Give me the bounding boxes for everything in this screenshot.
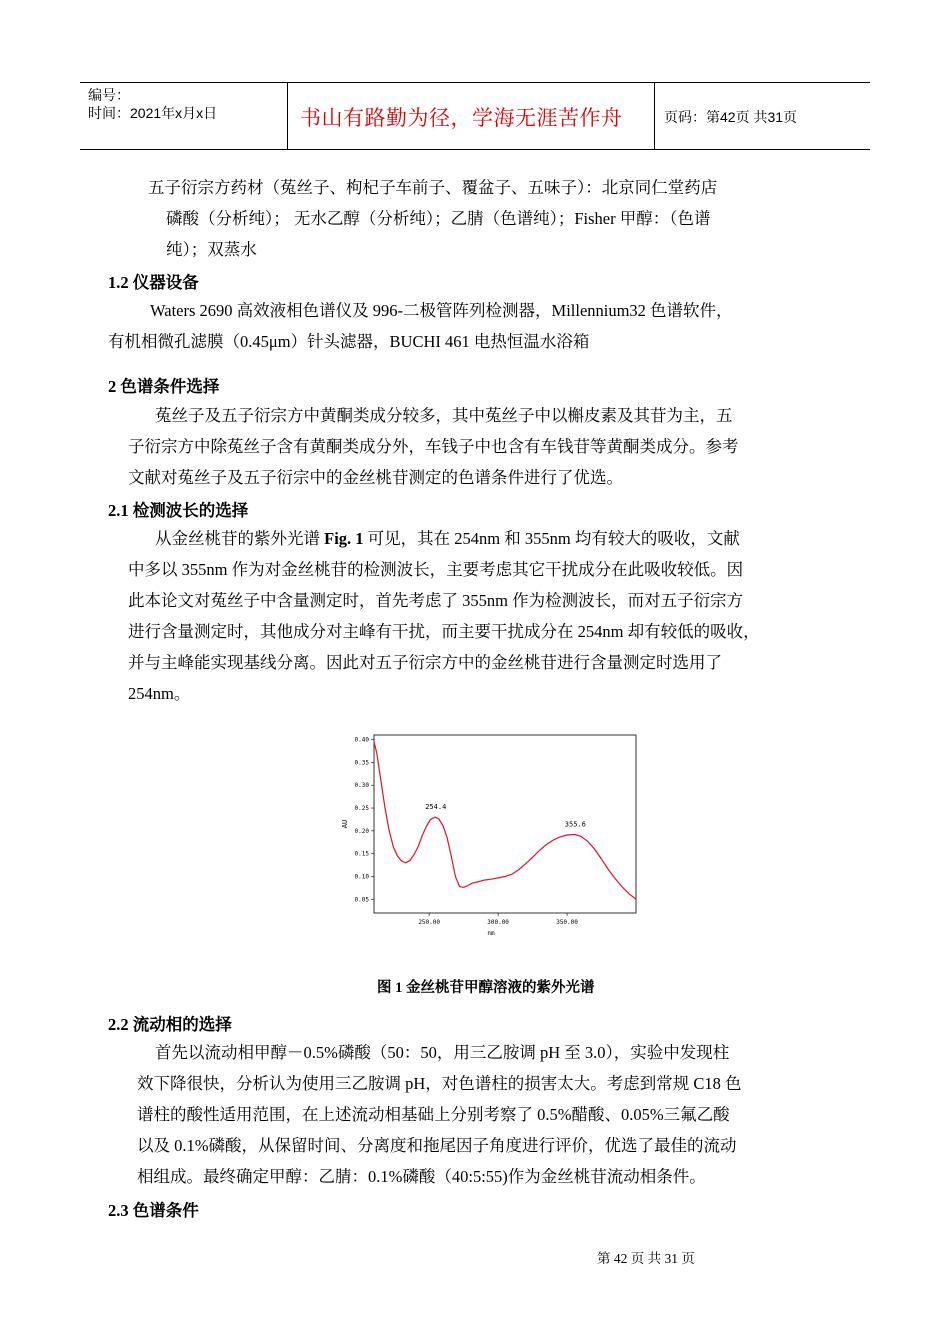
y-tick-label: 0.25	[354, 805, 369, 813]
plot-frame	[374, 735, 636, 913]
x-axis-label: nm	[487, 930, 495, 937]
y-tick-label: 0.35	[354, 759, 369, 767]
heading-2-3: 2.3 色谱条件	[108, 1201, 199, 1220]
x-tick-label: 300.00	[487, 919, 509, 926]
page-footer: 第 42 页 共 31 页	[597, 1251, 695, 1266]
section-2-line-1: 菟丝子及五子衍宗方中黄酮类成分较多，其中菟丝子中以槲皮素及其苷为主，五	[155, 406, 733, 425]
section-2-1-line-1: 从金丝桃苷的紫外光谱 Fig. 1 可见，其在 254nm 和 355nm 均有较大的吸收，文献	[155, 529, 740, 548]
x-tick-label: 250.00	[418, 919, 441, 926]
y-tick-label: 0.30	[354, 782, 369, 790]
section-2-line-3: 文献对菟丝子及五子衍宗中的金丝桃苷测定的色谱条件进行了优选。	[128, 468, 623, 487]
section-2-1-line-2: 中多以 355nm 作为对金丝桃苷的检测波长，主要考虑其它干扰成分在此吸收较低。因	[128, 560, 744, 579]
section-2-1-line-4: 进行含量测定时，其他成分对主峰有干扰，而主要干扰成分在 254nm 却有较低的吸收，	[128, 622, 760, 641]
materials-line-3: 纯）；双蒸水	[166, 240, 257, 259]
section-2-2-line-1: 首先以流动相甲醇－0.5%磷酸（50：50，用三乙胺调 pH 至 3.0），实验中发现柱	[155, 1043, 730, 1062]
y-tick-label: 0.15	[354, 850, 369, 858]
materials-line-1: 五子衍宗方药材（菟丝子、枸杞子车前子、覆盆子、五味子）：北京同仁堂药店	[148, 178, 718, 197]
equipment-line-1: Waters 2690 高效液相色谱仪及 996-二极管阵列检测器，Millennium32 色谱软件，	[150, 301, 733, 320]
peak-label: 254.4	[425, 803, 447, 812]
x-tick-label: 350.00	[556, 919, 578, 926]
heading-2-2: 2.2 流动相的选择	[108, 1015, 232, 1034]
page-info: 页码：第42页 共31页	[664, 109, 798, 125]
peak-label: 355.6	[564, 820, 586, 829]
figure-caption: 图 1 金丝桃苷甲醇溶液的紫外光谱	[377, 980, 595, 996]
heading-1-2: 1.2 仪器设备	[108, 273, 199, 292]
header-top-border	[80, 82, 870, 83]
section-2-2-line-4: 以及 0.1%磷酸，从保留时间、分离度和拖尾因子角度进行评价，优选了最佳的流动	[137, 1136, 737, 1155]
serial-label: 编号：	[88, 87, 130, 103]
y-tick-label: 0.10	[354, 873, 369, 881]
y-axis-label: AU	[341, 819, 349, 829]
section-2-2-line-3: 谱柱的酸性适用范围，在上述流动相基础上分别考察了 0.5%醋酸、0.05%三氟乙酸	[137, 1105, 730, 1124]
section-2-1-line-3: 此本论文对菟丝子中含量测定时，首先考虑了 355nm 作为检测波长，而对五子衍宗方	[128, 591, 744, 610]
section-2-2-line-5: 相组成。最终确定甲醇：乙腈：0.1%磷酸（40:5:55)作为金丝桃苷流动相条件。	[137, 1167, 706, 1186]
uv-spectrum-chart	[330, 725, 650, 945]
section-2-1-line-6: 254nm。	[128, 684, 191, 703]
time-label: 时间：2021年x月x日	[88, 105, 218, 121]
y-tick-label: 0.05	[354, 896, 369, 904]
header-divider-right	[654, 82, 655, 150]
y-tick-label: 0.20	[354, 827, 369, 835]
header-motto: 书山有路勤为径，学海无涯苦作舟	[300, 106, 623, 130]
heading-2: 2 色谱条件选择	[108, 377, 220, 396]
section-2-line-2: 子衍宗方中除菟丝子含有黄酮类成分外，车钱子中也含有车钱苷等黄酮类成分。参考	[128, 437, 739, 456]
materials-line-2: 磷酸（分析纯）； 无水乙醇（分析纯）；乙腈（色谱纯）；Fisher 甲醇：（色谱	[166, 209, 711, 228]
section-2-2-line-2: 效下降很快，分析认为使用三乙胺调 pH，对色谱柱的损害太大。考虑到常规 C18 色	[137, 1074, 742, 1093]
header-bottom-border	[80, 149, 870, 150]
equipment-line-2: 有机相微孔滤膜（0.45μm）针头滤器，BUCHI 461 电热恒温水浴箱	[108, 332, 590, 351]
section-2-1-line-5: 并与主峰能实现基线分离。因此对五子衍宗方中的金丝桃苷进行含量测定时选用了	[128, 653, 722, 672]
header-divider-left	[287, 82, 288, 150]
heading-2-1: 2.1 检测波长的选择	[108, 501, 249, 520]
fig-reference: Fig. 1	[324, 529, 364, 548]
y-tick-label: 0.40	[354, 736, 369, 744]
